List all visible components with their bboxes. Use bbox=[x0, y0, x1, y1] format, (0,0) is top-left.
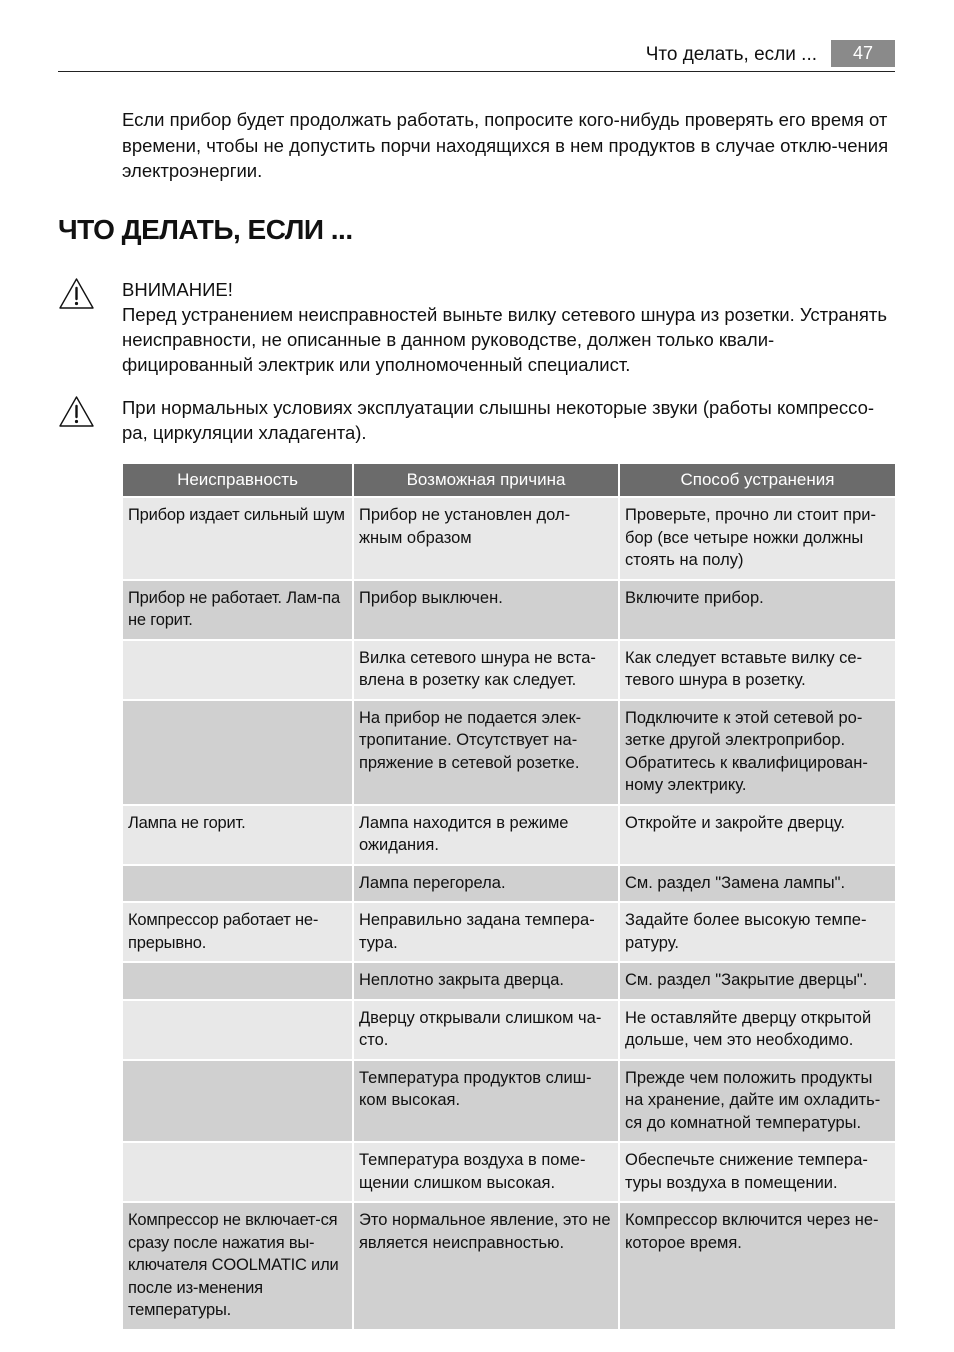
solution-cell: Включите прибор. bbox=[620, 581, 895, 639]
table-row bbox=[123, 1061, 895, 1142]
cause-cell: Вилка сетевого шнура не вста-влена в розетку как следует. bbox=[354, 641, 618, 699]
table-row bbox=[123, 581, 895, 639]
problem-cell bbox=[123, 963, 352, 999]
cause-cell: Прибор выключен. bbox=[354, 581, 618, 639]
problem-cell bbox=[123, 1001, 352, 1059]
problem-cell bbox=[123, 866, 352, 902]
table-row bbox=[123, 498, 895, 579]
solution-cell: Как следует вставьте вилку се-тевого шнура в розетку. bbox=[620, 641, 895, 699]
column-header-solution: Способ устранения bbox=[620, 464, 895, 496]
table-row bbox=[123, 903, 895, 961]
section-title: ЧТО ДЕЛАТЬ, ЕСЛИ ... bbox=[58, 214, 353, 245]
solution-cell: Подключите к этой сетевой ро-зетке другой электроприбор. Обратитесь к квалифицирован-ному электрику. bbox=[620, 701, 895, 804]
running-title: Что делать, если ... bbox=[645, 44, 817, 65]
problem-cell: Прибор издает сильный шум bbox=[123, 498, 352, 579]
problem-cell bbox=[123, 1143, 352, 1201]
table-header-row bbox=[123, 464, 895, 496]
solution-cell: Откройте и закройте дверцу. bbox=[620, 806, 895, 864]
cause-cell: Температура продуктов слиш-ком высокая. bbox=[354, 1061, 618, 1142]
solution-cell: См. раздел "Замена лампы". bbox=[620, 866, 895, 902]
table-row bbox=[123, 963, 895, 999]
warning-text-1 bbox=[122, 277, 894, 377]
cause-cell: Это нормальное явление, это не является неисправностью. bbox=[354, 1203, 618, 1329]
problem-cell bbox=[123, 641, 352, 699]
warning-body-text: Перед устранением неисправностей выньте вилку сетевого шнура из розетки. Устранять неисправности, не описанные в данном руководстве, должен только квали-фицированный электрик или уполномоченный специалист. bbox=[122, 304, 888, 375]
table-row bbox=[123, 701, 895, 804]
page-header bbox=[58, 40, 895, 72]
table-row bbox=[123, 1203, 895, 1329]
solution-cell: См. раздел "Закрытие дверцы". bbox=[620, 963, 895, 999]
warning-triangle-icon bbox=[58, 277, 95, 310]
cause-cell: Неправильно задана темпера-тура. bbox=[354, 903, 618, 961]
column-header-problem: Неисправность bbox=[123, 464, 352, 496]
solution-cell: Проверьте, прочно ли стоит при-бор (все четыре ножки должны стоять на полу) bbox=[620, 498, 895, 579]
troubleshooting-table bbox=[121, 462, 897, 1331]
problem-cell: Лампа не горит. bbox=[123, 806, 352, 864]
problem-cell bbox=[123, 1061, 352, 1142]
cause-cell: Прибор не установлен дол-жным образом bbox=[354, 498, 618, 579]
intro-paragraph: Если прибор будет продолжать работать, попросите кого-нибудь проверять его время от времени, чтобы не допустить порчи находящихся в нем продуктов в случае отклю-чения электроэнергии. bbox=[122, 109, 889, 181]
table-row bbox=[123, 1143, 895, 1201]
warning-heading: ВНИМАНИЕ! bbox=[122, 279, 233, 300]
solution-cell: Прежде чем положить продукты на хранение, дайте им охладить-ся до комнатной температуры. bbox=[620, 1061, 895, 1142]
solution-cell: Обеспечьте снижение темпера-туры воздуха в помещении. bbox=[620, 1143, 895, 1201]
table-row bbox=[123, 806, 895, 864]
page-number: 47 bbox=[831, 40, 895, 67]
table-row bbox=[123, 641, 895, 699]
problem-cell: Прибор не работает. Лам-па не горит. bbox=[123, 581, 352, 639]
cause-cell: Неплотно закрыта дверца. bbox=[354, 963, 618, 999]
cause-cell: На прибор не подается элек-тропитание. Отсутствует на-пряжение в сетевой розетке. bbox=[354, 701, 618, 804]
cause-cell: Дверцу открывали слишком ча-сто. bbox=[354, 1001, 618, 1059]
table-row bbox=[123, 1001, 895, 1059]
cause-cell: Температура воздуха в поме-щении слишком высокая. bbox=[354, 1143, 618, 1201]
cause-cell: Лампа перегорела. bbox=[354, 866, 618, 902]
table-row bbox=[123, 866, 895, 902]
column-header-cause: Возможная причина bbox=[354, 464, 618, 496]
problem-cell: Компрессор работает не-прерывно. bbox=[123, 903, 352, 961]
solution-cell: Задайте более высокую темпе-ратуру. bbox=[620, 903, 895, 961]
problem-cell bbox=[123, 701, 352, 804]
solution-cell: Компрессор включится через не-которое время. bbox=[620, 1203, 895, 1329]
warning-triangle-icon bbox=[58, 395, 95, 428]
warning-text-2: При нормальных условиях эксплуатации слышны некоторые звуки (работы компрессо-ра, циркуляции хладагента). bbox=[122, 397, 875, 443]
solution-cell: Не оставляйте дверцу открытой дольше, чем это необходимо. bbox=[620, 1001, 895, 1059]
problem-cell: Компрессор не включает-ся сразу после нажатия вы-ключателя COOLMATIC или после из-менения температуры. bbox=[123, 1203, 352, 1329]
cause-cell: Лампа находится в режиме ожидания. bbox=[354, 806, 618, 864]
